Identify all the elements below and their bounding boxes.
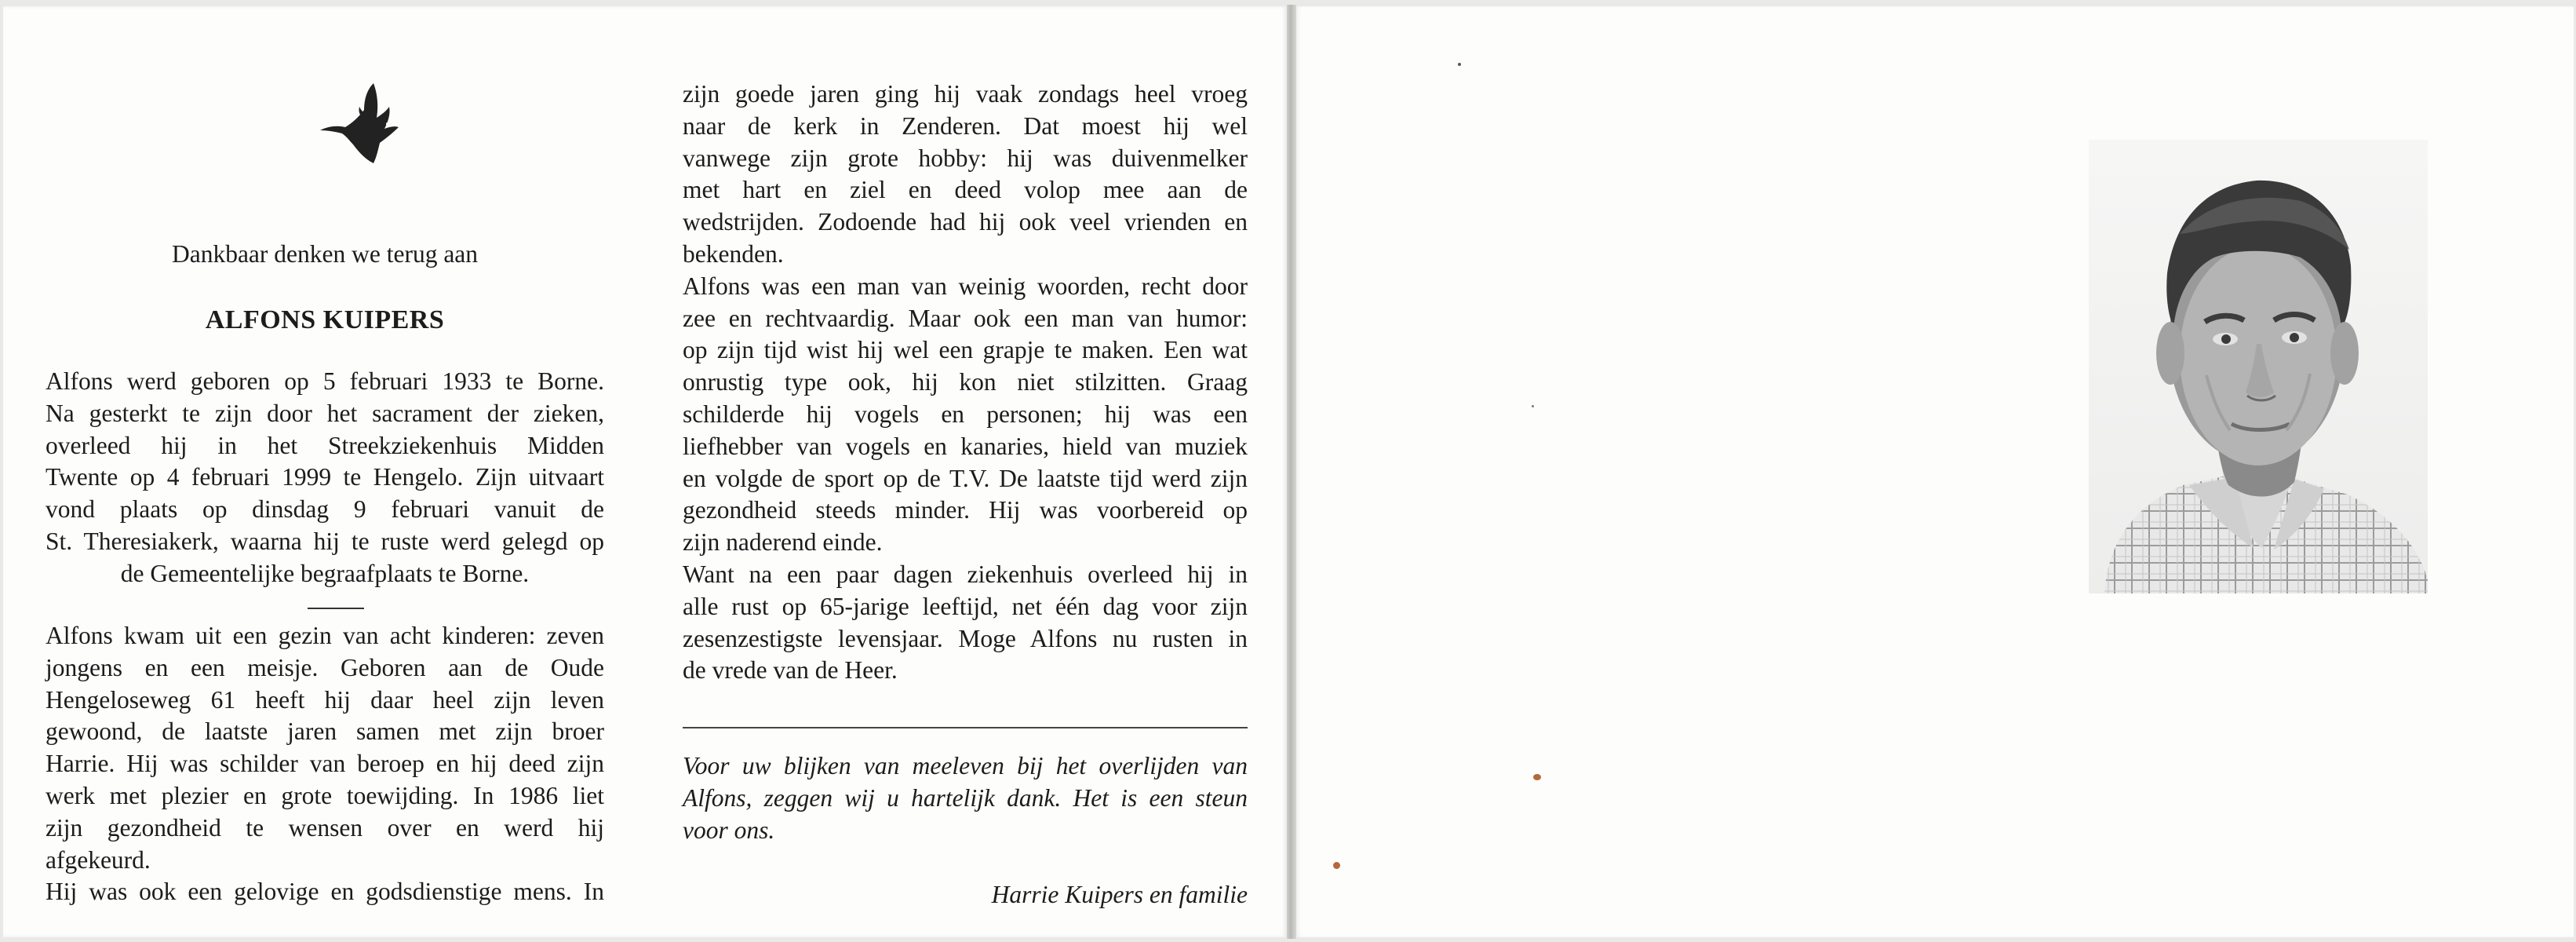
text-line: Want na een paar dagen ziekenhuis overleed hij in — [683, 560, 1248, 588]
thanks-message — [683, 750, 1248, 846]
text-line: naar de kerk in Zenderen. Dat moest hij wel — [683, 111, 1248, 140]
text-line: bekenden. — [683, 239, 784, 268]
text-line: werk met plezier en grote toewijding. In 1986 liet — [46, 781, 604, 809]
text-line: vanwege zijn grote hobby: hij was duivenmelker — [683, 144, 1248, 172]
text-line: jongens en een meisje. Geboren aan de Oude — [46, 653, 604, 681]
text-line: gewoond, de laatste jaren samen met zijn broer — [46, 717, 604, 746]
text-line: overleed hij in het Streekziekenhuis Midden — [46, 431, 604, 459]
text-line: alle rust op 65-jarige leeftijd, net één dag voor zijn — [683, 592, 1248, 620]
text-line: Alfons, zeggen wij u hartelijk dank. Het is een steun — [683, 783, 1248, 812]
text-line: Hengeloseweg 61 heeft hij daar heel zijn leven — [46, 685, 604, 714]
card-fold — [1287, 5, 1296, 939]
text-line: voor ons. — [683, 816, 775, 844]
card-left-page — [3, 6, 1287, 937]
short-divider — [308, 608, 364, 609]
text-line: de Gemeentelijke begraafplaats te Borne. — [120, 559, 530, 587]
signature-line: Harrie Kuipers en familie — [991, 881, 1248, 908]
text-line: zesenzestigste levensjaar. Moge Alfons nu rusten in — [683, 624, 1248, 652]
paper-speck — [1333, 862, 1340, 869]
text-line: op zijn tijd wist hij wel een grapje te maken. Een wat — [683, 336, 1248, 364]
paper-speck — [1532, 405, 1534, 407]
text-line: gezondheid steeds minder. Hij was voorbereid op — [683, 496, 1248, 524]
paragraph-hobbies — [683, 78, 1248, 687]
text-line: wedstrijden. Zodoende had hij ook veel vrienden en — [683, 208, 1248, 236]
deceased-name: ALFONS KUIPERS — [205, 305, 445, 334]
paragraph-life — [46, 620, 604, 908]
dove-icon — [312, 82, 406, 182]
text-line: Twente op 4 februari 1999 te Hengelo. Zijn uitvaart — [46, 463, 604, 491]
text-line: schilderde hij vogels en personen; hij was een — [683, 400, 1248, 428]
paragraph-birth-death — [46, 366, 604, 590]
text-line: liefhebber van vogels en kanaries, hield van muziek — [683, 432, 1248, 460]
text-line: Alfons was een man van weinig woorden, recht door — [683, 272, 1248, 300]
text-line: Voor uw blijken van meeleven bij het overlijden van — [683, 752, 1248, 780]
text-line: Na gesterkt te zijn door het sacrament der zieken, — [46, 399, 604, 427]
text-line: St. Theresiakerk, waarna hij te ruste werd gelegd op — [46, 527, 604, 555]
intro-line: Dankbaar denken we terug aan — [171, 240, 479, 268]
text-line: Hij was ook een gelovige en godsdienstige mens. In — [46, 878, 604, 906]
portrait-photo — [2089, 140, 2428, 593]
text-line: Alfons kwam uit een gezin van acht kinderen: zeven — [46, 622, 604, 649]
paper-speck — [1458, 63, 1461, 66]
text-line: zijn gezondheid te wensen over en werd hij — [46, 813, 604, 842]
text-line: en volgde de sport op de T.V. De laatste tijd werd zijn — [683, 464, 1248, 492]
text-line: zee en rechtvaardig. Maar ook een man van humor: — [683, 304, 1248, 332]
text-line: de vrede van de Heer. — [683, 656, 898, 685]
long-divider — [683, 727, 1248, 728]
text-line: zijn naderend einde. — [683, 528, 883, 557]
paper-speck — [1533, 774, 1541, 780]
text-line: vond plaats op dinsdag 9 februari vanuit de — [46, 495, 604, 524]
text-line: met hart en ziel en deed volop mee aan de — [683, 176, 1248, 204]
text-line: Alfons werd geboren op 5 februari 1933 te Borne. — [46, 367, 604, 395]
text-line: onrustig type ook, hij kon niet stilzitten. Graag — [683, 368, 1248, 396]
text-line: Harrie. Hij was schilder van beroep en hij deed zijn — [46, 750, 604, 778]
text-line: zijn goede jaren ging hij vaak zondags heel vroeg — [683, 80, 1248, 108]
text-line: afgekeurd. — [46, 845, 151, 874]
